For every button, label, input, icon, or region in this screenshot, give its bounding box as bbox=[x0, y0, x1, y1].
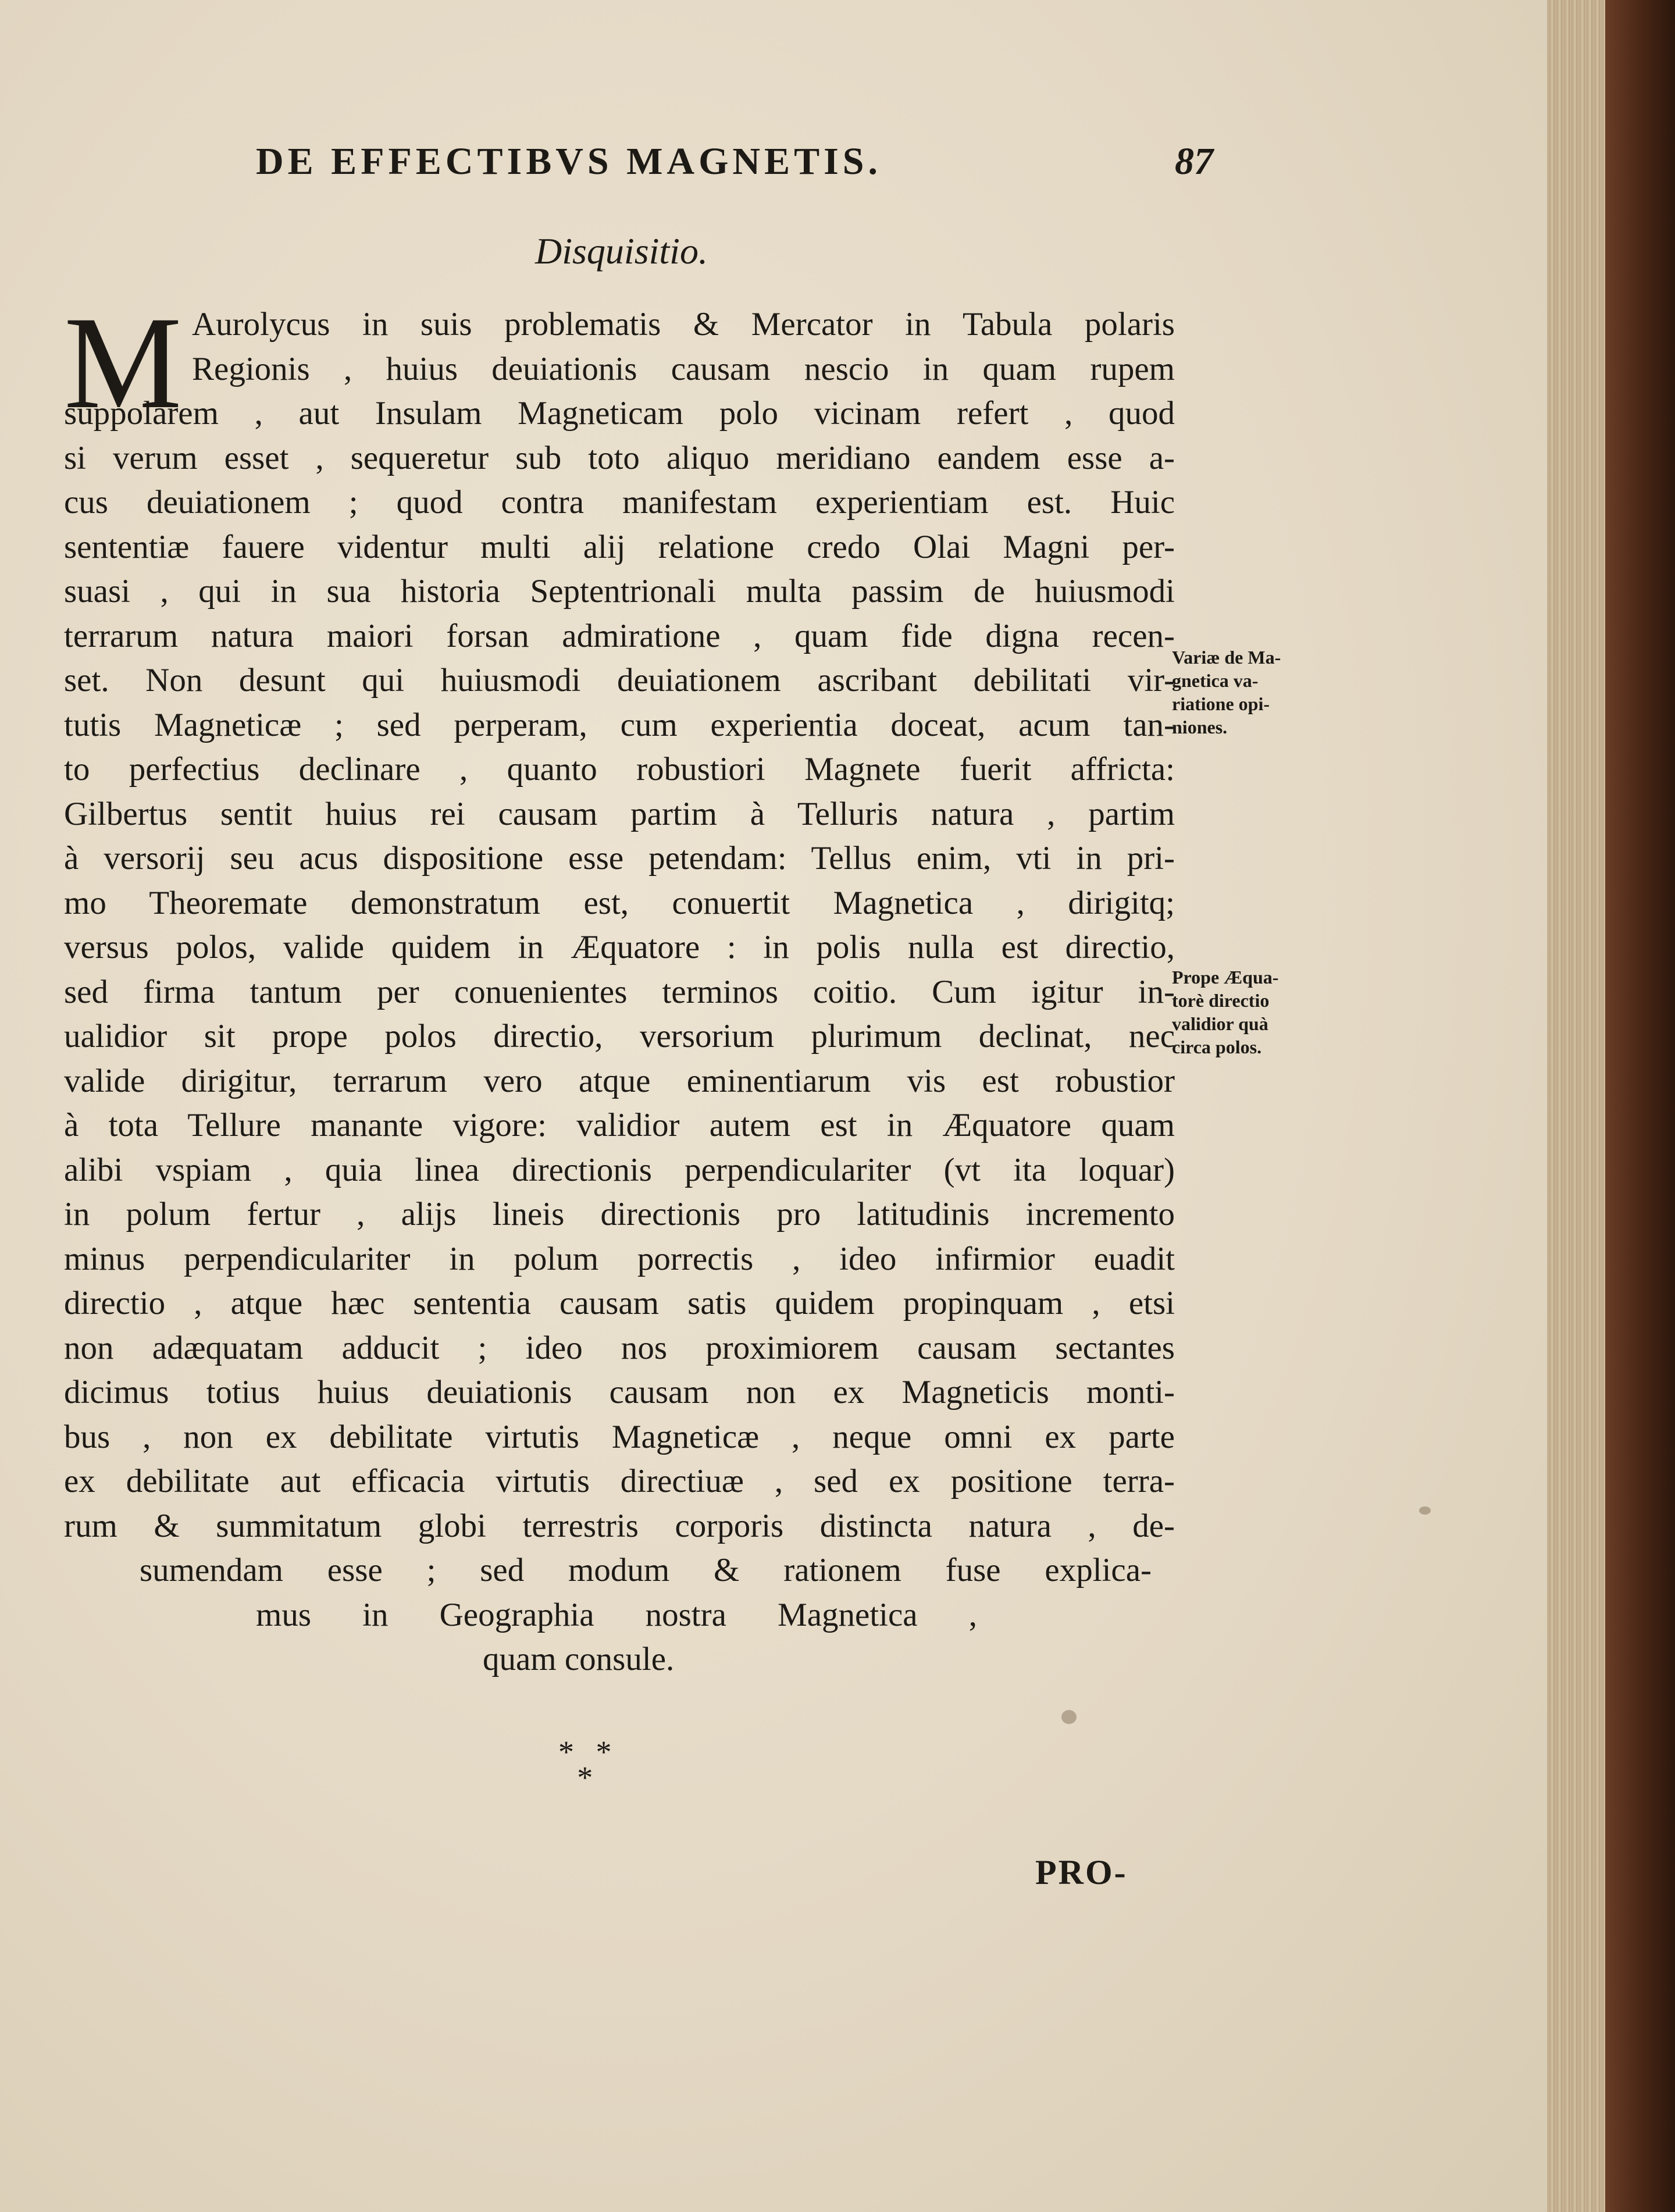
text-line: non adæquatam adducit ; ideo nos proximiorem causam sectantes bbox=[64, 1329, 1175, 1366]
body-text bbox=[64, 302, 1175, 1682]
margin-note: Variæ de Ma- gnetica va- riatione opi- niones. bbox=[1172, 647, 1281, 738]
text-line: dicimus totius huius deuiationis causam non ex Magneticis monti- bbox=[64, 1374, 1175, 1410]
paper-stain bbox=[1061, 1710, 1077, 1724]
text-line: in polum fertur , alijs lineis directionis pro latitudinis incremento bbox=[64, 1196, 1175, 1233]
text-line: to perfectius declinare , quanto robustiori Magnete fuerit affricta: bbox=[64, 751, 1175, 788]
text-line: bus , non ex debilitate virtutis Magneticæ , neque omni ex parte bbox=[64, 1418, 1175, 1455]
text-line: tutis Magneticæ ; sed perperam, cum experientia doceat, acum tan- bbox=[64, 706, 1175, 743]
paper-stain bbox=[1419, 1506, 1431, 1515]
text-line: mo Theoremate demonstratum est, conuertit Magnetica , dirigitq; bbox=[64, 884, 1175, 921]
page-header bbox=[256, 140, 1186, 204]
text-line: sumendam esse ; sed modum & rationem fuse explica- bbox=[140, 1552, 1152, 1588]
ornament bbox=[558, 1734, 619, 1795]
text-line: suasi , qui in sua historia Septentrionali multa passim de huiusmodi bbox=[64, 573, 1175, 610]
text-line: rum & summitatum globi terrestris corporis distincta natura , de- bbox=[64, 1507, 1175, 1544]
text-line: sed firma tantum per conuenientes terminos coitio. Cum igitur in- bbox=[64, 973, 1175, 1010]
text-line: directio , atque hæc sententia causam satis quidem propinquam , etsi bbox=[64, 1285, 1175, 1321]
text-line: Aurolycus in suis problematis & Mercator in Tabula polaris bbox=[192, 306, 1175, 343]
running-head: DE EFFECTIBVS MAGNETIS. bbox=[256, 140, 882, 183]
text-line: Regionis , huius deuiationis causam nescio in quam rupem bbox=[192, 350, 1175, 387]
text-line: minus perpendiculariter in polum porrectis , ideo infirmior euadit bbox=[64, 1240, 1175, 1277]
catchword: PRO- bbox=[1035, 1853, 1128, 1892]
margin-note: Prope Æqua- torè directio validior quà circa polos. bbox=[1172, 967, 1279, 1057]
section-title: Disquisitio. bbox=[535, 230, 708, 272]
text-line: si verum esset , sequeretur sub toto aliquo meridiano eandem esse a- bbox=[64, 439, 1175, 476]
text-line: valide dirigitur, terrarum vero atque eminentiarum vis est robustior bbox=[64, 1062, 1175, 1099]
text-line: mus in Geographia nostra Magnetica , bbox=[256, 1596, 977, 1633]
text-line: Gilbertus sentit huius rei causam partim à Telluris natura , partim bbox=[64, 795, 1175, 832]
text-line: set. Non desunt qui huiusmodi deuiationem ascribant debilitati vir- bbox=[64, 662, 1175, 699]
text-line: quam consule. bbox=[483, 1641, 675, 1677]
text-line: cus deuiationem ; quod contra manifestam experientiam est. Huic bbox=[64, 484, 1175, 521]
text-line: versus polos, valide quidem in Æquatore : in polis nulla est directio, bbox=[64, 929, 1175, 966]
text-line: à tota Tellure manante vigore: validior autem est in Æquatore quam bbox=[64, 1107, 1175, 1144]
ornament-glyph: * * * bbox=[558, 1734, 619, 1795]
drop-cap: M bbox=[64, 290, 182, 436]
text-line: ex debilitate aut efficacia virtutis directiuæ , sed ex positione terra- bbox=[64, 1463, 1175, 1499]
text-line: terrarum natura maiori forsan admiratione , quam fide digna recen- bbox=[64, 617, 1175, 654]
text-line: ualidior sit prope polos directio, versorium plurimum declinat, nec bbox=[64, 1018, 1175, 1055]
text-line: sententiæ fauere videntur multi alij relatione credo Olai Magni per- bbox=[64, 528, 1175, 565]
text-line: suppolarem , aut Insulam Magneticam polo vicinam refert , quod bbox=[64, 395, 1175, 432]
text-line: à versorij seu acus dispositione esse petendam: Tellus enim, vti in pri- bbox=[64, 840, 1175, 877]
text-line: alibi vspiam , quia linea directionis perpendiculariter (vt ita loquar) bbox=[64, 1151, 1175, 1188]
page-number: 87 bbox=[1175, 140, 1213, 183]
book-binding bbox=[1605, 0, 1675, 2212]
